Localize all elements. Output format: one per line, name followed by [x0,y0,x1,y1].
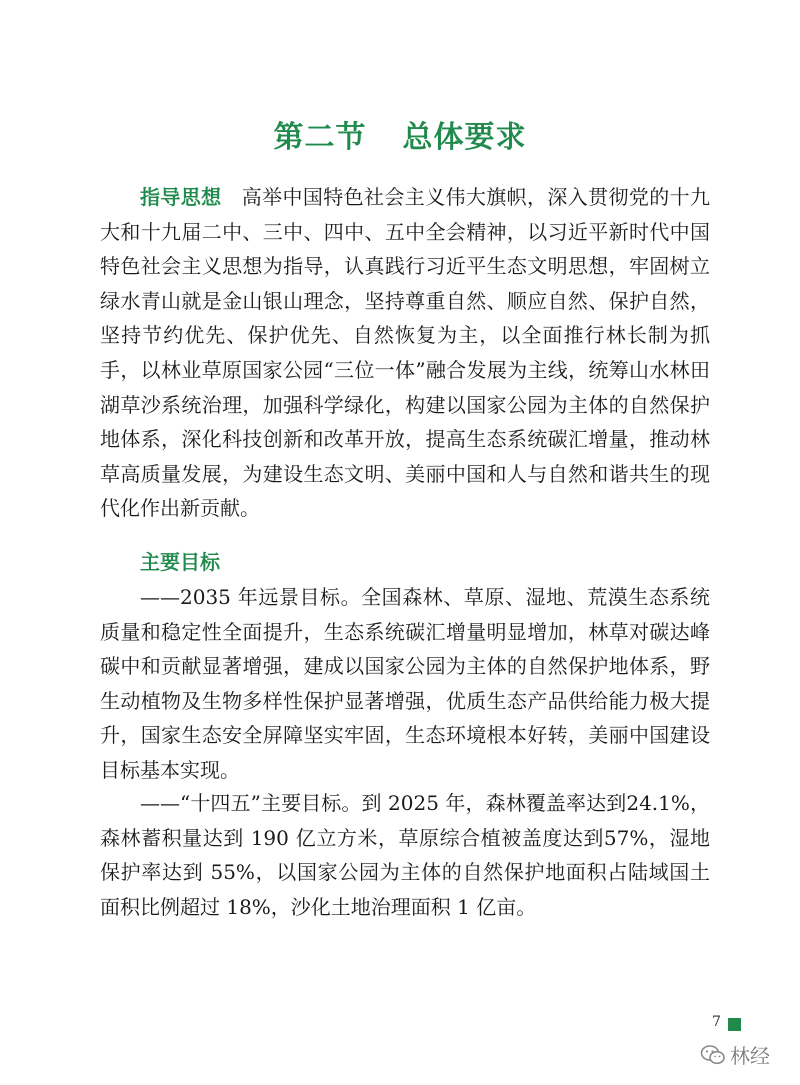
title-part1: 第二节 [273,120,367,155]
page-number: 7 [712,1014,721,1030]
goal-2035-paragraph: ——2035 年远景目标。全国森林、草原、湿地、荒漠生态系统质量和稳定性全面提升，生态系统碳汇增量明显增加，林草对碳达峰碳中和贡献显著增强，建成以国家公园为主体的自然保护地体系，野生动植物及生物多样性保护显著增强，优质生态产品供给能力极大提升，国家生态安全屏障坚实牢固，生态环境根本好转，美丽中国建设目标基本实现。 [100,585,710,782]
wechat-icon [700,1044,726,1066]
goal-14th-five-year-paragraph: ——“十四五”主要目标。到 2025 年，森林覆盖率达到24.1%，森林蓄积量达到 190 亿立方米，草原综合植被盖度达到57%，湿地保护率达到 55%，以国家公园为主体的自然保护地面积占陆域国土面积比例超过 18%，沙化土地治理面积 1 亿亩。 [100,791,710,919]
guiding-ideology-text: 高举中国特色社会主义伟大旗帜，深入贯彻党的十九大和十九届二中、三中、四中、五中全会精神，以习近平新时代中国特色社会主义思想为指导，认真践行习近平生态文明思想，牢固树立绿水青山就是金山银山理念，坚持尊重自然、顺应自然、保护自然，坚持节约优先、保护优先、自然恢复为主，以全面推行林长制为抓手，以林业草原国家公园“三位一体”融合发展为主线，统筹山水林田湖草沙系统治理，加强科学绿化，构建以国家公园为主体的自然保护地体系，深化科技创新和改革开放，提高生态系统碳汇增量，推动林草高质量发展，为建设生态文明、美丽中国和人与自然和谐共生的现代化作出新贡献。 [100,185,711,521]
watermark [700,1040,770,1069]
page-title [0,112,800,156]
main-goals-heading: 主要目标 [140,550,220,574]
guiding-ideology-heading: 指导思想 [140,185,222,209]
guiding-ideology-paragraph [100,180,710,526]
page-marker-square [728,1018,741,1031]
title-part2: 总体要求 [402,120,527,155]
watermark-text: 林经 [730,1044,770,1068]
